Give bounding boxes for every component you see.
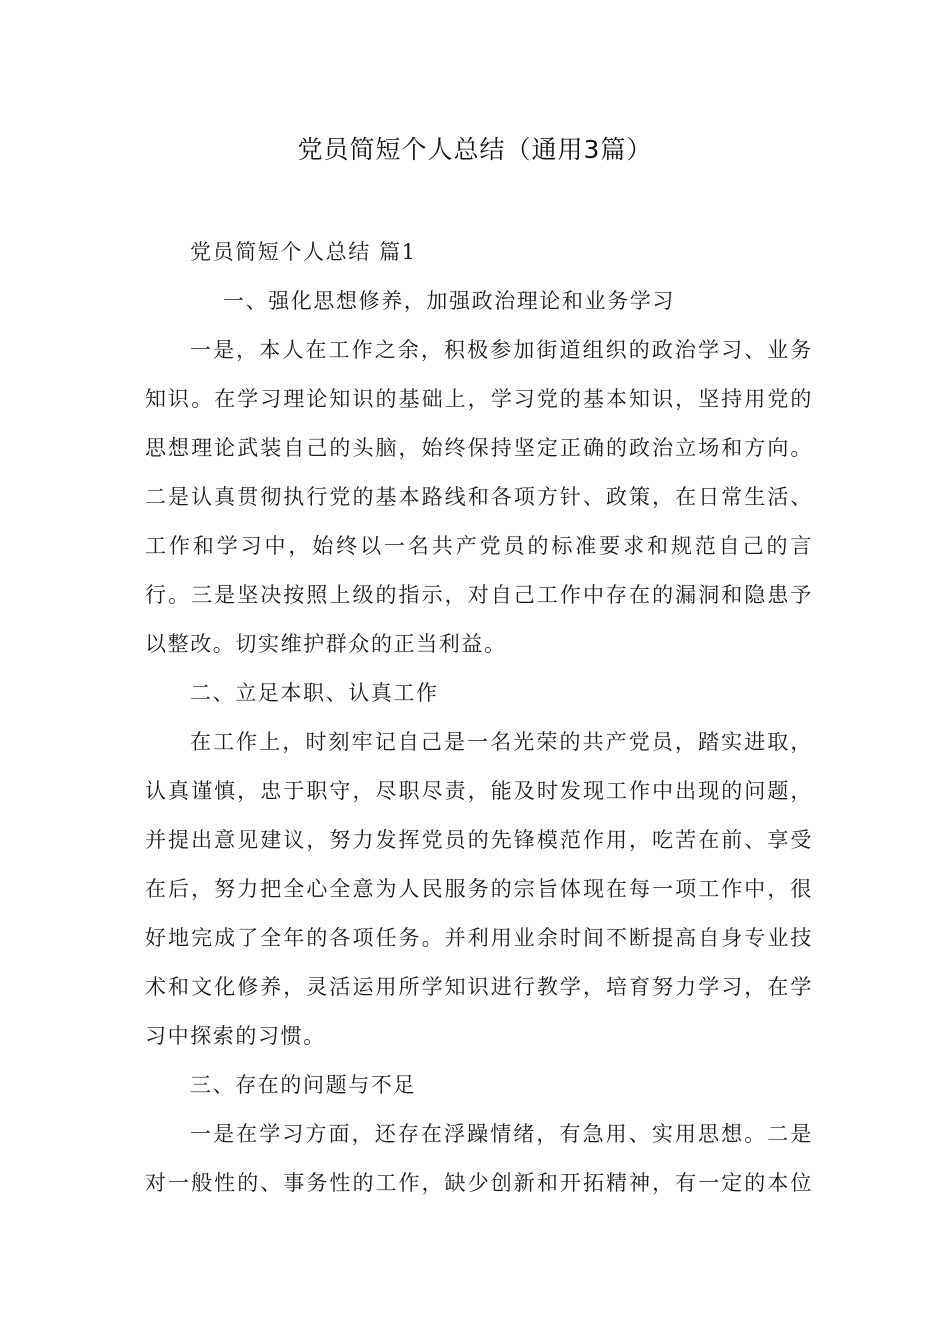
paragraph-line: 知识。在学习理论知识的基础上，学习党的基本知识，坚持用党的 (145, 387, 813, 411)
heading-2: 二、立足本职、认真工作 (190, 681, 439, 705)
paragraph-line: 行。三是坚决按照上级的指示，对自己工作中存在的漏洞和隐患予 (145, 583, 813, 607)
section-heading: 党员简短个人总结 篇1 (190, 240, 417, 264)
paragraph-line: 一是在学习方面，还存在浮躁情绪，有急用、实用思想。二是 (190, 1122, 813, 1146)
paragraph-line: 习中探索的习惯。 (145, 1024, 326, 1048)
document-title: 党员简短个人总结（通用3篇） (297, 135, 653, 164)
heading-3: 三、存在的问题与不足 (190, 1073, 416, 1097)
paragraph-line: 认真谨慎，忠于职守，尽职尽责，能及时发现工作中出现的问题， (145, 779, 813, 803)
paragraph-line: 以整改。切实维护群众的正当利益。 (145, 632, 507, 656)
paragraph-2 (145, 718, 813, 1061)
paragraph-line: 在工作上，时刻牢记自己是一名光荣的共产党员，踏实进取， (190, 730, 813, 754)
paragraph-line: 对一般性的、事务性的工作，缺少创新和开拓精神，有一定的本位 (145, 1171, 813, 1195)
heading-1: 一、强化思想修养，加强政治理论和业务学习 (223, 289, 675, 313)
paragraph-1 (145, 326, 813, 669)
paragraph-line: 工作和学习中，始终以一名共产党员的标准要求和规范自己的言 (145, 534, 813, 558)
paragraph-line: 在后，努力把全心全意为人民服务的宗旨体现在每一项工作中，很 (145, 877, 813, 901)
document-body (145, 228, 813, 1208)
paragraph-line: 并提出意见建议，努力发挥党员的先锋模范作用，吃苦在前、享受 (145, 828, 813, 852)
paragraph-line: 一是，本人在工作之余，积极参加街道组织的政治学习、业务 (190, 338, 813, 362)
paragraph-line: 术和文化修养，灵活运用所学知识进行教学，培育努力学习，在学 (145, 975, 813, 999)
paragraph-3 (145, 1110, 813, 1208)
paragraph-line: 二是认真贯彻执行党的基本路线和各项方针、政策，在日常生活、 (145, 485, 813, 509)
paragraph-line: 思想理论武装自己的头脑，始终保持坚定正确的政治立场和方向。 (145, 436, 813, 460)
paragraph-line: 好地完成了全年的各项任务。并利用业余时间不断提高自身专业技 (145, 926, 813, 950)
